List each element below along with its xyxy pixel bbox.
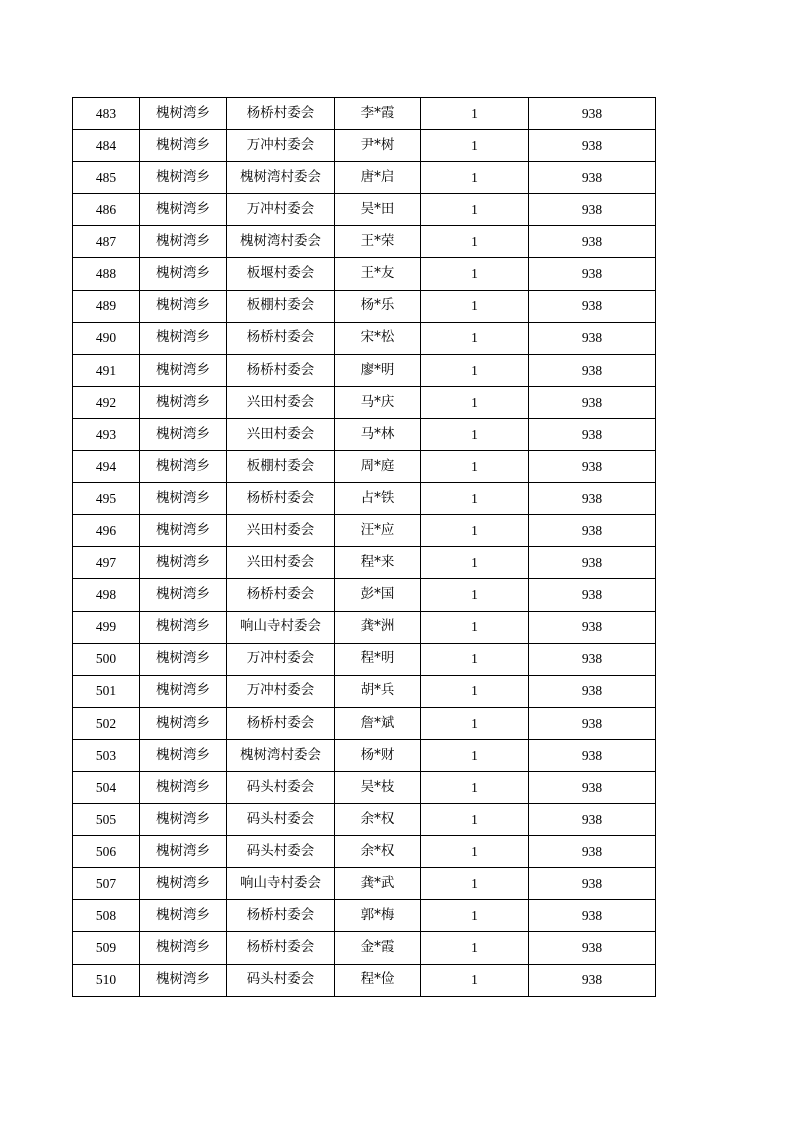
person-name-cell: 程*明 xyxy=(335,643,421,675)
township-cell: 槐树湾乡 xyxy=(140,290,227,322)
person-name-cell: 郭*梅 xyxy=(335,900,421,932)
amount-cell: 938 xyxy=(529,162,656,194)
township-cell: 槐树湾乡 xyxy=(140,451,227,483)
row-number-cell: 507 xyxy=(73,868,140,900)
village-committee-cell: 万冲村委会 xyxy=(227,643,335,675)
township-cell: 槐树湾乡 xyxy=(140,226,227,258)
table-row xyxy=(73,130,656,162)
count-cell: 1 xyxy=(421,643,529,675)
count-cell: 1 xyxy=(421,836,529,868)
table-row xyxy=(73,739,656,771)
township-cell: 槐树湾乡 xyxy=(140,836,227,868)
subsidy-table xyxy=(72,97,656,997)
amount-cell: 938 xyxy=(529,579,656,611)
village-committee-cell: 槐树湾村委会 xyxy=(227,226,335,258)
village-committee-cell: 响山寺村委会 xyxy=(227,868,335,900)
amount-cell: 938 xyxy=(529,739,656,771)
person-name-cell: 廖*明 xyxy=(335,354,421,386)
count-cell: 1 xyxy=(421,130,529,162)
table-row xyxy=(73,836,656,868)
count-cell: 1 xyxy=(421,290,529,322)
row-number-cell: 508 xyxy=(73,900,140,932)
village-committee-cell: 杨桥村委会 xyxy=(227,483,335,515)
amount-cell: 938 xyxy=(529,868,656,900)
person-name-cell: 宋*松 xyxy=(335,322,421,354)
count-cell: 1 xyxy=(421,322,529,354)
person-name-cell: 詹*斌 xyxy=(335,707,421,739)
count-cell: 1 xyxy=(421,964,529,996)
row-number-cell: 493 xyxy=(73,418,140,450)
count-cell: 1 xyxy=(421,579,529,611)
amount-cell: 938 xyxy=(529,386,656,418)
township-cell: 槐树湾乡 xyxy=(140,547,227,579)
person-name-cell: 彭*国 xyxy=(335,579,421,611)
count-cell: 1 xyxy=(421,771,529,803)
township-cell: 槐树湾乡 xyxy=(140,868,227,900)
amount-cell: 938 xyxy=(529,611,656,643)
count-cell: 1 xyxy=(421,547,529,579)
table-row xyxy=(73,643,656,675)
count-cell: 1 xyxy=(421,451,529,483)
row-number-cell: 483 xyxy=(73,98,140,130)
village-committee-cell: 槐树湾村委会 xyxy=(227,162,335,194)
table-row xyxy=(73,354,656,386)
township-cell: 槐树湾乡 xyxy=(140,707,227,739)
amount-cell: 938 xyxy=(529,675,656,707)
village-committee-cell: 板堰村委会 xyxy=(227,258,335,290)
row-number-cell: 488 xyxy=(73,258,140,290)
village-committee-cell: 兴田村委会 xyxy=(227,547,335,579)
person-name-cell: 杨*乐 xyxy=(335,290,421,322)
row-number-cell: 503 xyxy=(73,739,140,771)
count-cell: 1 xyxy=(421,386,529,418)
village-committee-cell: 杨桥村委会 xyxy=(227,354,335,386)
person-name-cell: 汪*应 xyxy=(335,515,421,547)
row-number-cell: 506 xyxy=(73,836,140,868)
row-number-cell: 505 xyxy=(73,804,140,836)
row-number-cell: 484 xyxy=(73,130,140,162)
table-row xyxy=(73,707,656,739)
village-committee-cell: 槐树湾村委会 xyxy=(227,739,335,771)
township-cell: 槐树湾乡 xyxy=(140,643,227,675)
person-name-cell: 王*荣 xyxy=(335,226,421,258)
table-row xyxy=(73,194,656,226)
count-cell: 1 xyxy=(421,418,529,450)
township-cell: 槐树湾乡 xyxy=(140,675,227,707)
row-number-cell: 499 xyxy=(73,611,140,643)
count-cell: 1 xyxy=(421,98,529,130)
table-row xyxy=(73,804,656,836)
person-name-cell: 占*铁 xyxy=(335,483,421,515)
village-committee-cell: 杨桥村委会 xyxy=(227,322,335,354)
amount-cell: 938 xyxy=(529,771,656,803)
amount-cell: 938 xyxy=(529,226,656,258)
row-number-cell: 490 xyxy=(73,322,140,354)
township-cell: 槐树湾乡 xyxy=(140,386,227,418)
count-cell: 1 xyxy=(421,739,529,771)
person-name-cell: 杨*财 xyxy=(335,739,421,771)
village-committee-cell: 响山寺村委会 xyxy=(227,611,335,643)
table-row xyxy=(73,579,656,611)
row-number-cell: 498 xyxy=(73,579,140,611)
township-cell: 槐树湾乡 xyxy=(140,579,227,611)
township-cell: 槐树湾乡 xyxy=(140,932,227,964)
township-cell: 槐树湾乡 xyxy=(140,194,227,226)
village-committee-cell: 码头村委会 xyxy=(227,771,335,803)
village-committee-cell: 板棚村委会 xyxy=(227,451,335,483)
table-row xyxy=(73,675,656,707)
row-number-cell: 485 xyxy=(73,162,140,194)
table-row xyxy=(73,418,656,450)
row-number-cell: 496 xyxy=(73,515,140,547)
row-number-cell: 486 xyxy=(73,194,140,226)
count-cell: 1 xyxy=(421,515,529,547)
township-cell: 槐树湾乡 xyxy=(140,483,227,515)
amount-cell: 938 xyxy=(529,515,656,547)
table-row xyxy=(73,932,656,964)
row-number-cell: 500 xyxy=(73,643,140,675)
village-committee-cell: 码头村委会 xyxy=(227,804,335,836)
township-cell: 槐树湾乡 xyxy=(140,354,227,386)
row-number-cell: 495 xyxy=(73,483,140,515)
person-name-cell: 马*林 xyxy=(335,418,421,450)
count-cell: 1 xyxy=(421,354,529,386)
count-cell: 1 xyxy=(421,675,529,707)
village-committee-cell: 杨桥村委会 xyxy=(227,98,335,130)
table-row xyxy=(73,162,656,194)
table-row xyxy=(73,964,656,996)
township-cell: 槐树湾乡 xyxy=(140,515,227,547)
amount-cell: 938 xyxy=(529,354,656,386)
count-cell: 1 xyxy=(421,900,529,932)
amount-cell: 938 xyxy=(529,483,656,515)
township-cell: 槐树湾乡 xyxy=(140,130,227,162)
township-cell: 槐树湾乡 xyxy=(140,322,227,354)
person-name-cell: 金*霞 xyxy=(335,932,421,964)
table-row xyxy=(73,451,656,483)
count-cell: 1 xyxy=(421,258,529,290)
person-name-cell: 吴*枝 xyxy=(335,771,421,803)
row-number-cell: 492 xyxy=(73,386,140,418)
count-cell: 1 xyxy=(421,868,529,900)
row-number-cell: 491 xyxy=(73,354,140,386)
person-name-cell: 余*权 xyxy=(335,836,421,868)
person-name-cell: 马*庆 xyxy=(335,386,421,418)
person-name-cell: 王*友 xyxy=(335,258,421,290)
village-committee-cell: 兴田村委会 xyxy=(227,515,335,547)
table-row xyxy=(73,322,656,354)
count-cell: 1 xyxy=(421,483,529,515)
count-cell: 1 xyxy=(421,804,529,836)
village-committee-cell: 兴田村委会 xyxy=(227,418,335,450)
township-cell: 槐树湾乡 xyxy=(140,771,227,803)
table-row xyxy=(73,226,656,258)
row-number-cell: 504 xyxy=(73,771,140,803)
township-cell: 槐树湾乡 xyxy=(140,611,227,643)
table-row xyxy=(73,290,656,322)
township-cell: 槐树湾乡 xyxy=(140,418,227,450)
table-row xyxy=(73,868,656,900)
amount-cell: 938 xyxy=(529,900,656,932)
village-committee-cell: 杨桥村委会 xyxy=(227,900,335,932)
township-cell: 槐树湾乡 xyxy=(140,162,227,194)
village-committee-cell: 万冲村委会 xyxy=(227,130,335,162)
village-committee-cell: 兴田村委会 xyxy=(227,386,335,418)
table-body xyxy=(73,98,656,997)
village-committee-cell: 杨桥村委会 xyxy=(227,932,335,964)
table-row xyxy=(73,258,656,290)
amount-cell: 938 xyxy=(529,290,656,322)
table-row xyxy=(73,900,656,932)
amount-cell: 938 xyxy=(529,964,656,996)
count-cell: 1 xyxy=(421,611,529,643)
amount-cell: 938 xyxy=(529,932,656,964)
person-name-cell: 李*霞 xyxy=(335,98,421,130)
village-committee-cell: 杨桥村委会 xyxy=(227,579,335,611)
count-cell: 1 xyxy=(421,162,529,194)
village-committee-cell: 码头村委会 xyxy=(227,836,335,868)
amount-cell: 938 xyxy=(529,322,656,354)
amount-cell: 938 xyxy=(529,130,656,162)
row-number-cell: 489 xyxy=(73,290,140,322)
amount-cell: 938 xyxy=(529,836,656,868)
count-cell: 1 xyxy=(421,707,529,739)
person-name-cell: 吴*田 xyxy=(335,194,421,226)
village-committee-cell: 万冲村委会 xyxy=(227,675,335,707)
township-cell: 槐树湾乡 xyxy=(140,964,227,996)
village-committee-cell: 杨桥村委会 xyxy=(227,707,335,739)
count-cell: 1 xyxy=(421,226,529,258)
table-row xyxy=(73,547,656,579)
table-row xyxy=(73,771,656,803)
person-name-cell: 程*俭 xyxy=(335,964,421,996)
person-name-cell: 余*权 xyxy=(335,804,421,836)
row-number-cell: 497 xyxy=(73,547,140,579)
amount-cell: 938 xyxy=(529,707,656,739)
amount-cell: 938 xyxy=(529,418,656,450)
amount-cell: 938 xyxy=(529,98,656,130)
row-number-cell: 510 xyxy=(73,964,140,996)
table-row xyxy=(73,515,656,547)
row-number-cell: 502 xyxy=(73,707,140,739)
amount-cell: 938 xyxy=(529,258,656,290)
row-number-cell: 494 xyxy=(73,451,140,483)
amount-cell: 938 xyxy=(529,451,656,483)
amount-cell: 938 xyxy=(529,194,656,226)
township-cell: 槐树湾乡 xyxy=(140,900,227,932)
amount-cell: 938 xyxy=(529,643,656,675)
township-cell: 槐树湾乡 xyxy=(140,258,227,290)
village-committee-cell: 码头村委会 xyxy=(227,964,335,996)
amount-cell: 938 xyxy=(529,547,656,579)
village-committee-cell: 板棚村委会 xyxy=(227,290,335,322)
township-cell: 槐树湾乡 xyxy=(140,739,227,771)
person-name-cell: 唐*启 xyxy=(335,162,421,194)
village-committee-cell: 万冲村委会 xyxy=(227,194,335,226)
row-number-cell: 509 xyxy=(73,932,140,964)
person-name-cell: 周*庭 xyxy=(335,451,421,483)
table-row xyxy=(73,611,656,643)
township-cell: 槐树湾乡 xyxy=(140,98,227,130)
person-name-cell: 尹*树 xyxy=(335,130,421,162)
person-name-cell: 龚*武 xyxy=(335,868,421,900)
count-cell: 1 xyxy=(421,932,529,964)
table-row xyxy=(73,98,656,130)
person-name-cell: 程*来 xyxy=(335,547,421,579)
count-cell: 1 xyxy=(421,194,529,226)
table-row xyxy=(73,483,656,515)
table-row xyxy=(73,386,656,418)
row-number-cell: 487 xyxy=(73,226,140,258)
row-number-cell: 501 xyxy=(73,675,140,707)
person-name-cell: 龚*洲 xyxy=(335,611,421,643)
township-cell: 槐树湾乡 xyxy=(140,804,227,836)
person-name-cell: 胡*兵 xyxy=(335,675,421,707)
amount-cell: 938 xyxy=(529,804,656,836)
